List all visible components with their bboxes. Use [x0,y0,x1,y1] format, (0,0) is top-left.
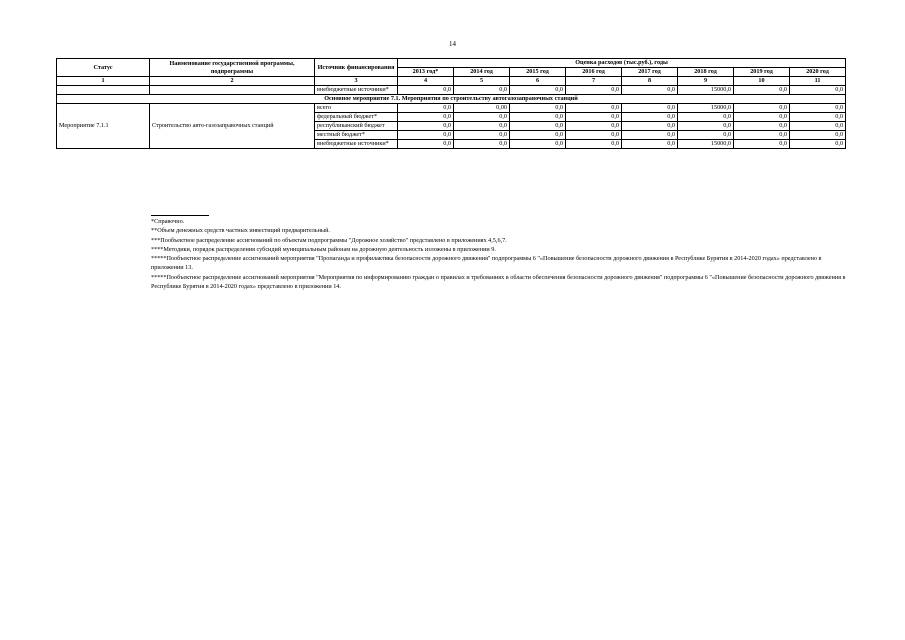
header-status: Статус [57,59,150,77]
value-cell: 0,0 [622,122,678,131]
column-number: 4 [398,77,454,86]
value-cell: 0,0 [790,113,846,122]
header-year: 2015 год [510,68,566,77]
footnote-divider [151,215,209,216]
value-cell: 0,0 [510,131,566,140]
value-cell: 0,0 [622,113,678,122]
funding-source-cell: республиканский бюджет [315,122,398,131]
program-name-cell [150,86,315,95]
value-cell: 0,0 [510,113,566,122]
header-year: 2017 год [622,68,678,77]
footnote: *****Пообъектное распределение ассигнований мероприятия "Пропаганда и профилактика безопасности дорожного движения" подпрограммы 6 "«Повышение безопасности дорожного движения в Республике Бурятия в 2014-2020 годах» представлено в приложении 13. [151,255,822,272]
value-cell: 0,0 [398,113,454,122]
value-cell: 0,0 [510,86,566,95]
header-year: 2014 год [454,68,510,77]
value-cell: 15000,0 [678,104,734,113]
header-year: 2013 год* [398,68,454,77]
value-cell: 0,0 [566,113,622,122]
value-cell: 0,0 [678,113,734,122]
value-cell: 0,0 [790,131,846,140]
value-cell: 0,0 [398,131,454,140]
value-cell: 0,0 [790,140,846,149]
footnote: ****Методики, порядок распределения субсидий муниципальным районам на дорожную деятельность изложены в приложении 9. [151,245,496,253]
funding-source-cell: внебюджетные источники* [315,140,398,149]
budget-table [56,58,846,149]
value-cell: 0,0 [566,86,622,95]
value-cell: 0,0 [398,86,454,95]
footnote: ***Пообъектное распределение ассигнований по объектам подпрограммы "Дорожное хозяйство" представлено в приложениях 4,5,6,7. [151,236,507,244]
section-row [57,95,846,104]
value-cell: 0,0 [734,140,790,149]
header-row [57,59,846,68]
value-cell: 0,0 [454,113,510,122]
footnote: *****Пообъектное распределение ассигнований мероприятия "Мероприятия по информированию граждан о правилах и требованиях в области обеспечения безопасности дорожного движения" подпрограммы 6 "«Повышение безопасности дорожного движения в Республике Бурятия в 2014-2020 годах» представлено в приложении 14. [151,273,846,291]
value-cell: 0,0 [734,122,790,131]
funding-source-cell: внебюджетные источники* [315,86,398,95]
table-row [57,104,846,113]
column-number: 11 [790,77,846,86]
value-cell: 0,0 [454,86,510,95]
column-number: 6 [510,77,566,86]
header-year: 2020 год [790,68,846,77]
status-cell [57,86,150,95]
value-cell: 0,0 [454,122,510,131]
value-cell: 0,0 [734,104,790,113]
event-status: Мероприятие 7.1.1 [57,104,150,149]
value-cell: 0,0 [734,113,790,122]
value-cell: 0,0 [678,131,734,140]
event-name: Строительство авто-газозаправочных станций [150,104,315,149]
value-cell: 0,0 [398,122,454,131]
section-title: Основное мероприятие 7.1. Мероприятия по строительству автогазозаправочных станций [57,95,846,104]
value-cell: 0,0 [678,122,734,131]
funding-source-cell: федеральный бюджет* [315,113,398,122]
value-cell: 0,0 [566,140,622,149]
value-cell: 0,0 [790,86,846,95]
value-cell: 0,0 [510,122,566,131]
value-cell: 0,0 [734,86,790,95]
column-number: 3 [315,77,398,86]
footnote: **Объем денежных средств частных инвестиций предварительный. [151,227,330,235]
value-cell: 0,0 [454,131,510,140]
value-cell: 0,0 [566,131,622,140]
column-number: 2 [150,77,315,86]
header-year: 2018 год [678,68,734,77]
header-estimate: Оценка расходов (тыс.руб.), годы [398,59,846,68]
value-cell: 0,0 [622,140,678,149]
value-cell: 0,0 [566,104,622,113]
page-number: 14 [449,40,456,48]
value-cell: 0,0 [398,140,454,149]
value-cell: 15000,0 [678,86,734,95]
column-number: 5 [454,77,510,86]
value-cell: 0,0 [790,104,846,113]
funding-source-cell: местный бюджет* [315,131,398,140]
table-row [57,86,846,95]
value-cell: 0,0 [790,122,846,131]
value-cell: 0,0 [454,140,510,149]
value-cell: 0,0 [734,131,790,140]
funding-source-cell: всего [315,104,398,113]
column-number: 1 [57,77,150,86]
column-number: 10 [734,77,790,86]
header-program-name: Наименование государственной программы, подпрограммы [150,59,315,77]
footnotes [151,215,851,291]
column-number: 7 [566,77,622,86]
value-cell: 0,0 [510,140,566,149]
value-cell: 0,00 [454,104,510,113]
value-cell: 0,0 [622,86,678,95]
value-cell: 0,0 [566,122,622,131]
value-cell: 0,0 [398,104,454,113]
value-cell: 15000,0 [678,140,734,149]
footnote: *Справочно. [151,218,185,225]
header-year: 2016 год [566,68,622,77]
value-cell: 0,0 [510,104,566,113]
column-number: 9 [678,77,734,86]
column-number: 8 [622,77,678,86]
value-cell: 0,0 [622,131,678,140]
column-number-row [57,77,846,86]
header-year: 2019 год [734,68,790,77]
value-cell: 0,0 [622,104,678,113]
header-funding-source: Источник финансирования [315,59,398,77]
